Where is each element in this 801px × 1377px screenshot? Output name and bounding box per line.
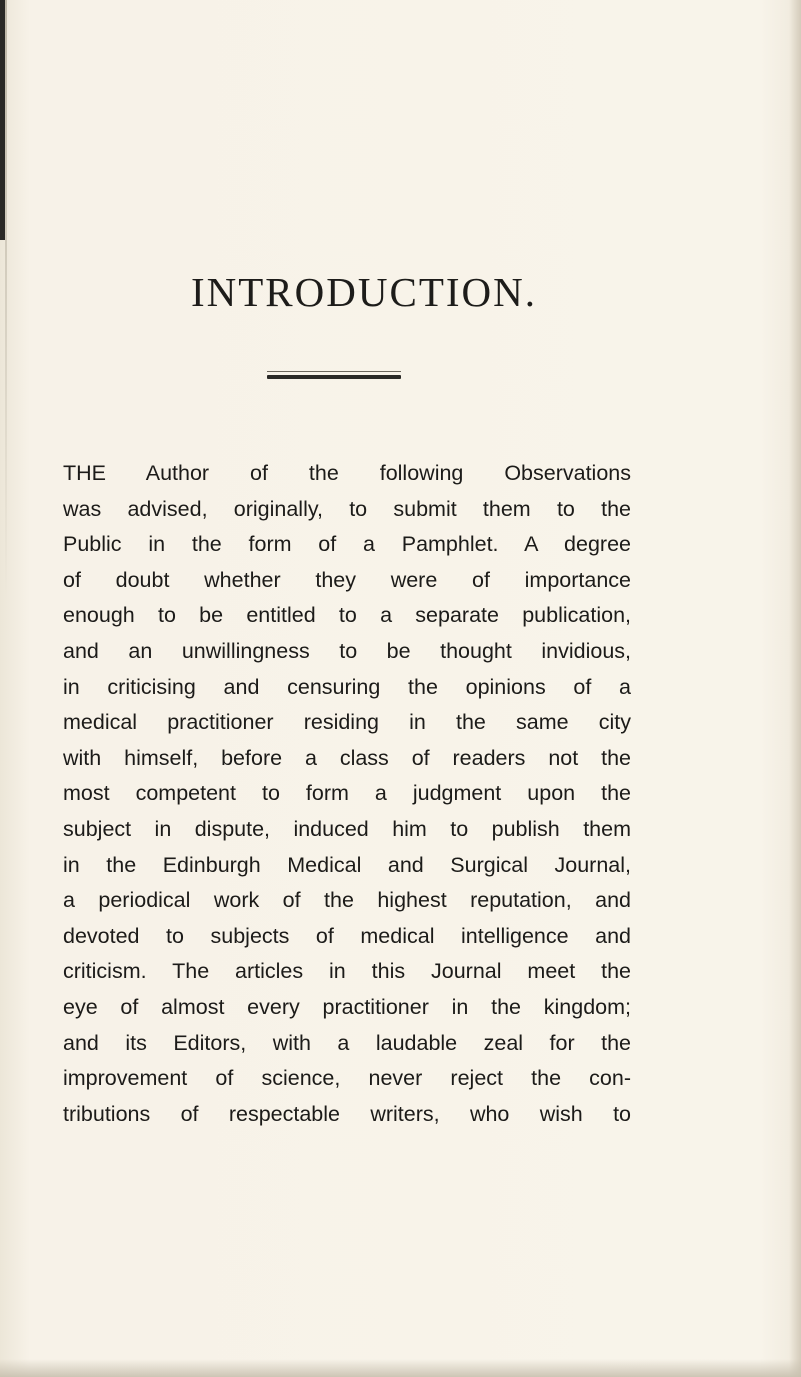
text-line: improvement of science, never reject the con- bbox=[63, 1066, 631, 1091]
text-line: in the Edinburgh Medical and Surgical Journal, bbox=[63, 852, 631, 877]
text-line: in criticising and censuring the opinions of a bbox=[63, 674, 631, 699]
text-line: eye of almost every practitioner in the kingdom; bbox=[63, 994, 631, 1019]
text-line: and its Editors, with a laudable zeal for the bbox=[63, 1030, 631, 1055]
text-line: enough to be entitled to a separate publication, bbox=[63, 603, 631, 628]
page-bottom-shadow bbox=[0, 1359, 801, 1377]
text-line: most competent to form a judgment upon the bbox=[63, 781, 631, 806]
text-line: with himself, before a class of readers not the bbox=[63, 745, 631, 770]
text-line: Public in the form of a Pamphlet. A degree bbox=[63, 532, 631, 557]
title-rule bbox=[267, 375, 401, 379]
body-paragraph bbox=[63, 456, 631, 1132]
text-line: subject in dispute, induced him to publish them bbox=[63, 816, 631, 841]
page-right-shadow bbox=[789, 0, 801, 1377]
title-rule-thin bbox=[267, 371, 401, 372]
text-line: and an unwillingness to be thought invidious, bbox=[63, 638, 631, 663]
text-line: medical practitioner residing in the same city bbox=[63, 710, 631, 735]
page-title: INTRODUCTION. bbox=[191, 269, 537, 315]
text-line: tributions of respectable writers, who wish to bbox=[63, 1101, 631, 1126]
text-line: THE Author of the following Observations bbox=[63, 461, 631, 485]
text-line: of doubt whether they were of importance bbox=[63, 567, 631, 592]
text-line: a periodical work of the highest reputation, and bbox=[63, 888, 631, 913]
text-line: was advised, originally, to submit them to the bbox=[63, 496, 631, 521]
page-edge-shadow bbox=[5, 0, 7, 600]
text-line: devoted to subjects of medical intelligence and bbox=[63, 923, 631, 948]
text-line: criticism. The articles in this Journal meet the bbox=[63, 959, 631, 984]
